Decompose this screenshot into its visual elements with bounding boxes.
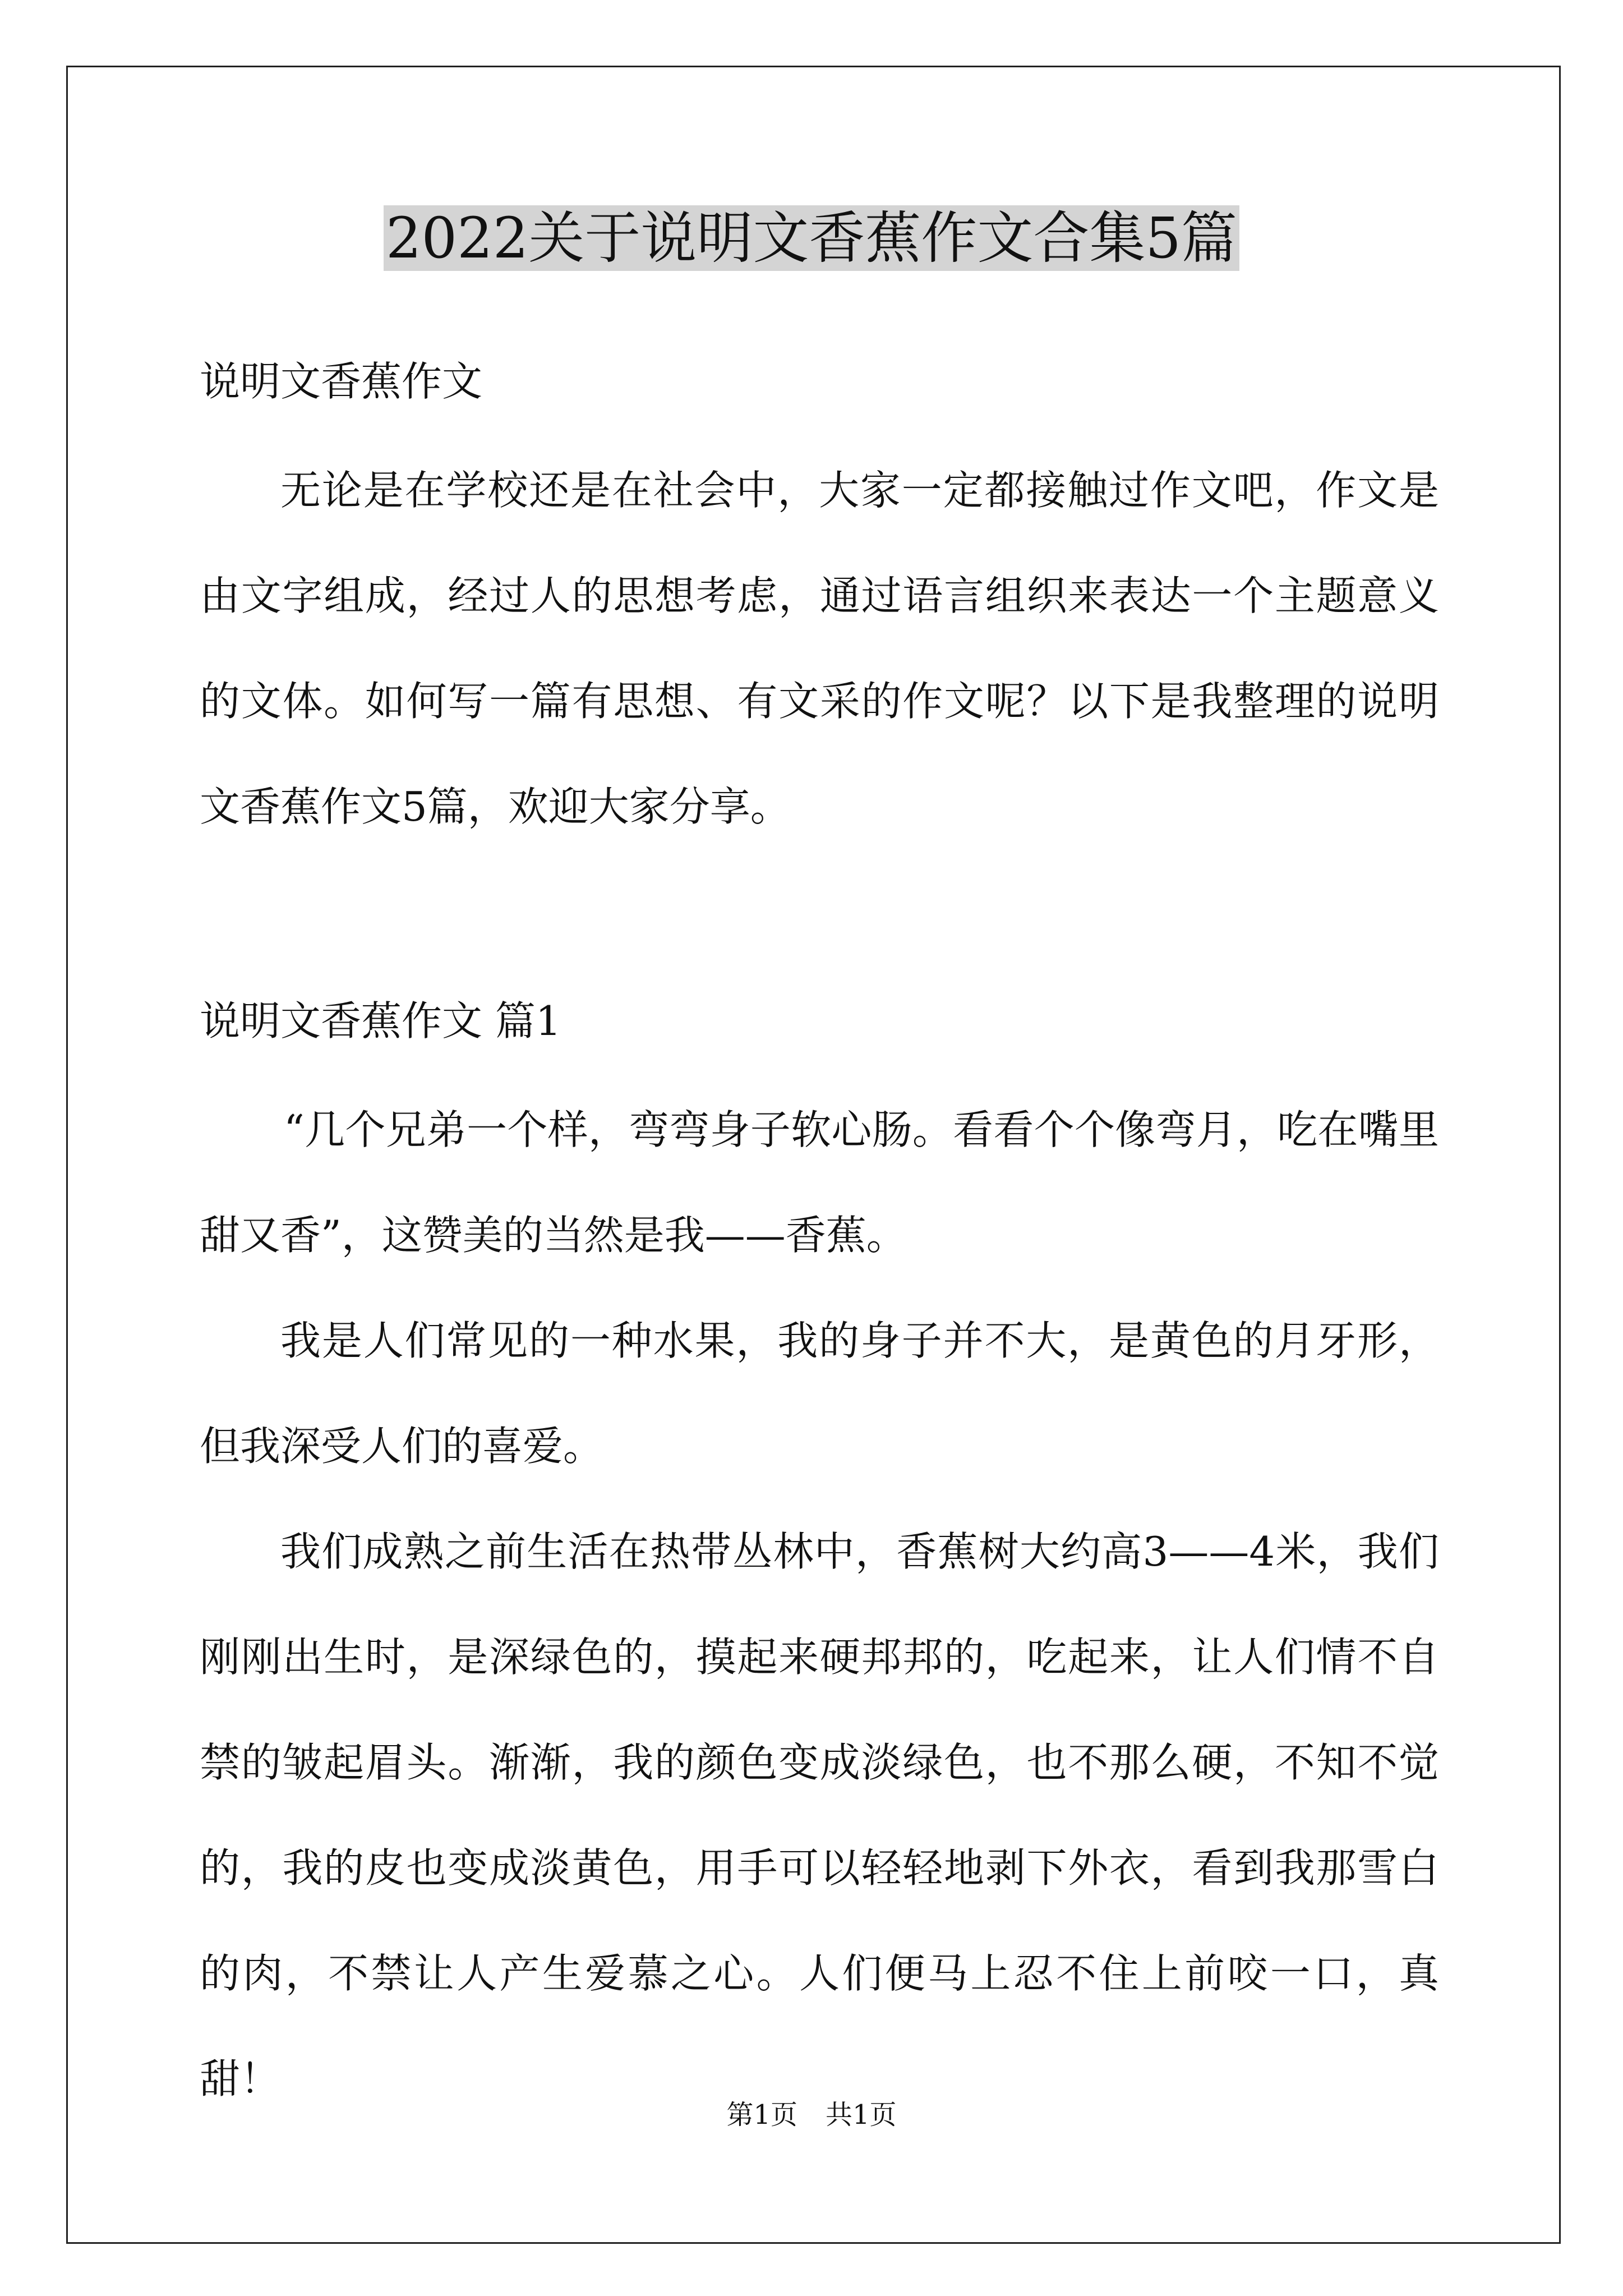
intro-paragraph: 无论是在学校还是在社会中，大家一定都接触过作文吧，作文是由文字组成，经过人的思想考虑，通过语言组织来表达一个主题意义的文体。如何写一篇有思想、有文采的作文呢？以下是我整理的说明文香蕉作文5篇，欢迎大家分享。 xyxy=(200,467,1439,830)
document-title xyxy=(0,199,1623,278)
page-number: 第1页 xyxy=(726,2099,797,2131)
intro-heading: 说明文香蕉作文 xyxy=(200,358,483,405)
document-title-text: 2022关于说明文香蕉作文合集5篇 xyxy=(384,205,1239,271)
page-total: 共1页 xyxy=(826,2099,897,2131)
section1-heading: 说明文香蕉作文 篇1 xyxy=(200,997,561,1045)
section1-paragraph: 我是人们常见的一种水果，我的身子并不大，是黄色的月牙形，但我深受人们的喜爱。 xyxy=(200,1317,1439,1470)
page-footer xyxy=(0,2095,1623,2134)
section1-paragraph: “几个兄弟一个样，弯弯身子软心肠。看看个个像弯月，吃在嘴里甜又香”，这赞美的当然是我——香蕉。 xyxy=(200,1106,1439,1259)
section1-paragraph: 我们成熟之前生活在热带丛林中，香蕉树大约高3——4米，我们刚刚出生时，是深绿色的，摸起来硬邦邦的，吃起来，让人们情不自禁的皱起眉头。渐渐，我的颜色变成淡绿色，也不那么硬，不知不觉的，我的皮也变成淡黄色，用手可以轻轻地剥下外衣，看到我那雪白的肉，不禁让人产生爱慕之心。人们便马上忍不住上前咬一口，真甜！ xyxy=(200,1528,1439,2102)
